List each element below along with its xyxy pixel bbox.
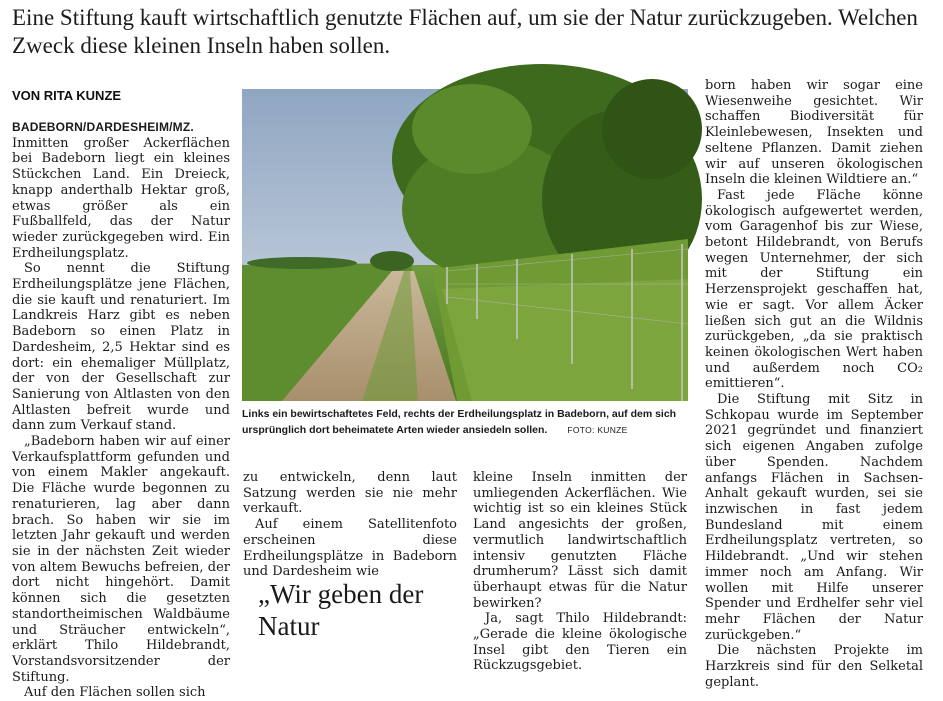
paragraph: born haben wir sogar eine Wiesenweihe gesichtet. Wir schaffen Biodiversität für Kleinlebewesen, Insekten und seltene Pflanzen. Damit ziehen wir auf unseren ökologischen Inseln die kleinen Wildtiere an.“ — [705, 78, 923, 188]
paragraph: Fast jede Fläche könne ökologisch aufgewertet werden, vom Garagenhof bis zur Wiese, betont Hildebrandt, von Berufs wegen Unternehmer, der sich mit der Stiftung ein Herzensprojekt geschaffen hat, wie er sagt. Vor allem Äcker ließen sich gut an die Wildnis zurückgeben, „da sie praktisch keinen ökologischen Wert haben und außerdem noch CO₂ emittieren“. — [705, 187, 923, 392]
paragraph: BADEBORN/DARDESHEIM/MZ. Inmitten großer Ackerflächen bei Badeborn liegt ein kleines Stückchen Land. Ein Dreieck, knapp anderthalb Hektar groß, etwas größer als ein Fußballfeld, das der Natur wieder zurückgegeben wird. Ein Erdheilungsplatz. — [12, 120, 230, 261]
paragraph: Auf den Flächen sollen sich — [24, 685, 206, 701]
pull-quote: „Wir geben der Natur — [258, 579, 424, 641]
paragraph: Die Stiftung mit Sitz in Schkopau wurde im September 2021 gegründet und finanziert sich eigenen Angaben zufolge über Spenden. Nachdem anfangs Flächen in Sachsen-Anhalt gekauft wurden, sei sie inzwischen in fast jedem Bundesland mit einem Erdheilungsplatz vertreten, so Hildebrandt. „Und wir stehen immer noch am Anfang. Wir wollen mit Hilfe unserer Spender und Erdhelfer sehr viel mehr Flächen der Natur zurückgeben.“ — [705, 392, 923, 643]
article-photo — [242, 89, 688, 401]
caption-text: Links ein bewirtschaftetes Feld, rechts der Erdheilungsplatz in Badeborn, auf dem sich ursprünglich dort beheimatete Arten wieder ansiedeln sollen. — [242, 408, 677, 436]
paragraph: „Badeborn haben wir auf einer Verkaufsplattform gefunden und von einem Makler angekauft. Die Fläche wurde begonnen zu renaturieren, lag aber dann brach. So haben wir sie im letzten Jahr gekauft und werden sie in der nächsten Zeit wieder von altem Bewuchs befreien, der dort nicht hingehört. Damit können sich die gesetzten standortheimischen Waldbäume und Sträucher entwickeln“, erklärt Thilo Hildebrandt, Vorstandsvorsitzender der Stiftung. — [12, 434, 230, 685]
text-column-1 — [12, 120, 230, 701]
photo-caption — [242, 406, 690, 438]
paragraph: zu entwickeln, denn laut Satzung werden sie nie mehr verkauft. — [243, 470, 457, 517]
photo-credit: FOTO: KUNZE — [567, 425, 628, 435]
text-column-3 — [473, 470, 687, 674]
paragraph: Auf einem Satellitenfoto erscheinen diese Erdheilungsplätze in Badeborn und Dardesheim wie — [243, 517, 457, 580]
text-column-2 — [243, 470, 457, 580]
paragraph: So nennt die Stiftung Erdheilungsplätze jene Flächen, die sie kauft und renaturiert. Im Landkreis Harz gibt es neben Badeborn so einen Platz in Dardesheim, 2,5 Hektar sind es dort: ein ehemaliger Müllplatz, der von der Gesellschaft zur Sanierung von Altlasten von den Altlasten befreit wurde und dann zum Verkauf stand. — [12, 261, 230, 434]
dateline: BADEBORN/DARDESHEIM/MZ. — [12, 120, 194, 134]
paragraph: Die nächsten Projekte im Harzkreis sind für den Selketal geplant. — [705, 643, 923, 690]
article-deck: Eine Stiftung kauft wirtschaftlich genutzte Flächen auf, um sie der Natur zurückzugeben. Welchen Zweck diese kleinen Inseln haben sollen. — [12, 5, 918, 58]
byline: VON RITA KUNZE — [12, 88, 122, 103]
paragraph: Ja, sagt Thilo Hildebrandt: „Gerade die kleine ökologische Insel gibt den Tieren ein Rückzugsgebiet. — [473, 611, 687, 674]
paragraph: kleine Inseln inmitten der umliegenden Ackerflächen. Wie wichtig ist so ein kleines Stück Land angesichts der großen, vermutlich landwirtschaftlich intensiv genutzten Fläche drumherum? Lässt sich damit überhaupt etwas für die Natur bewirken? — [473, 470, 687, 611]
text-column-4 — [705, 78, 923, 690]
